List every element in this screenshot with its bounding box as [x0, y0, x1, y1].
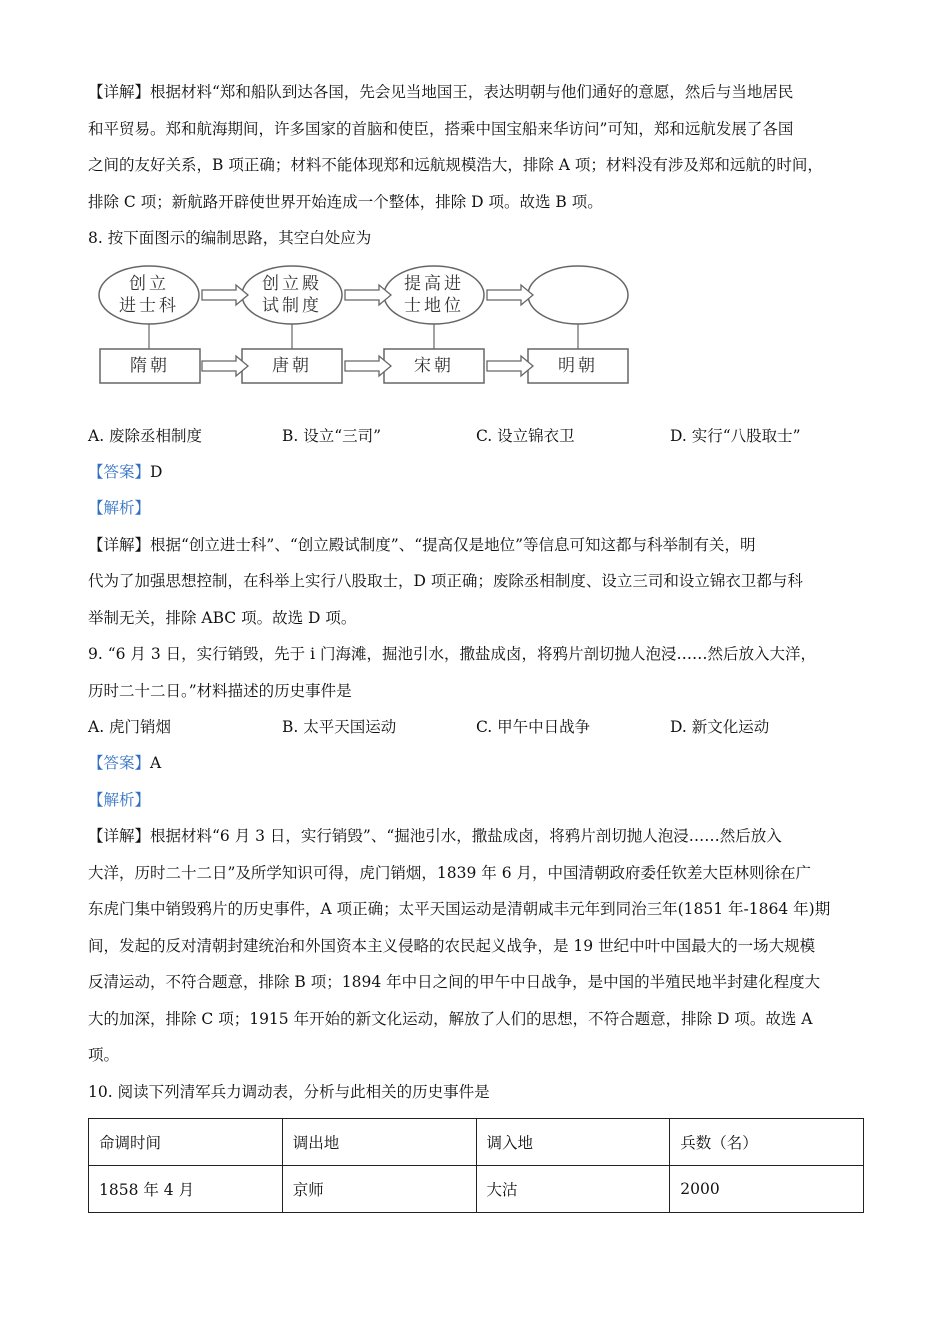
explanation-line: 【详解】根据“创立进士科”、“创立殿试制度”、“提高仅是地位”等信息可知这都与科举制有关，明	[88, 535, 756, 554]
option-c: C. 设立锦衣卫	[476, 426, 575, 445]
explanation-line: 东虎门集中销毁鸦片的历史事件，A 项正确；太平天国运动是清朝咸丰元年到同治三年(1851 年-1864 年)期	[88, 900, 831, 918]
q9-question-line: 9. “6 月 3 日，实行销毁，先于 i 门海滩，掘池引水，撒盐成卤，将鸦片剖切抛人泡浸……然后放入大洋，	[88, 645, 816, 663]
table-header-cell: 调出地	[282, 1119, 476, 1166]
q8-options	[88, 418, 864, 454]
answer-value: A	[150, 754, 162, 772]
box-1-label: 隋朝	[130, 355, 170, 376]
question-8	[88, 220, 864, 636]
option-b: B. 太平天国运动	[282, 718, 397, 736]
troop-table	[88, 1118, 864, 1213]
explanation-line: 项。	[88, 1046, 120, 1064]
document-page	[88, 74, 864, 1213]
option-d: D. 新文化运动	[670, 718, 770, 736]
explanation-line: 大的加深，排除 C 项；1915 年开始的新文化运动，解放了人们的思想，不符合题意，排除 D 项。故选 A	[88, 1009, 813, 1028]
table-header-cell: 调入地	[476, 1119, 670, 1166]
arrow-right-icon	[345, 285, 391, 305]
q8-flow-diagram	[98, 265, 658, 410]
oval-2-label: 创立殿 试制度	[262, 273, 322, 316]
answer-tag: 【答案】	[88, 462, 151, 481]
q9-analysis-tag: 【解析】	[88, 790, 151, 809]
answer-tag: 【答案】	[88, 754, 151, 772]
q9-answer	[88, 745, 864, 782]
explanation-line: 反清运动，不符合题意，排除 B 项；1894 年中日之间的甲午中日战争，是中国的半殖民地半封建化程度大	[88, 973, 821, 991]
explanation-line: 【详解】根据材料“郑和船队到达各国，先会见当地国王，表达明朝与他们通好的意愿，然后与当地居民	[88, 83, 794, 101]
box-3-label: 宋朝	[414, 355, 454, 376]
box-4-label: 明朝	[558, 355, 598, 376]
q8-question: 8. 按下面图示的编制思路，其空白处应为	[88, 229, 372, 247]
table-cell: 2000	[670, 1166, 864, 1213]
option-a: A. 虎门销烟	[88, 718, 172, 736]
oval-1-label: 创立 进士科	[119, 273, 179, 316]
q9-question-line: 历时二十二日。”材料描述的历史事件是	[88, 681, 352, 700]
explanation-line: 【详解】根据材料“6 月 3 日，实行销毁”、“掘池引水，撒盐成卤，将鸦片剖切抛人泡浸……然后放入	[88, 827, 782, 845]
q10-question: 10. 阅读下列清军兵力调动表，分析与此相关的历史事件是	[88, 1082, 490, 1101]
arrow-right-icon	[487, 356, 533, 376]
option-c: C. 甲午中日战争	[476, 718, 591, 736]
table-cell: 大沽	[476, 1166, 670, 1213]
question-9	[88, 636, 864, 1074]
table-header-row	[89, 1119, 864, 1166]
box-2-label: 唐朝	[272, 355, 312, 376]
explanation-line: 间，发起的反对清朝封建统治和外国资本主义侵略的农民起义战争，是 19 世纪中叶中国最大的一场大规模	[88, 936, 816, 955]
option-b: B. 设立“三司”	[282, 426, 382, 445]
table-header-cell: 命调时间	[89, 1119, 283, 1166]
q8-analysis-tag: 【解析】	[88, 499, 151, 517]
table-header-cell: 兵数（名）	[670, 1119, 864, 1166]
q9-options	[88, 709, 864, 745]
option-d: D. 实行“八股取士”	[670, 426, 801, 445]
option-a: A. 废除丞相制度	[88, 426, 203, 445]
arrow-right-icon	[202, 285, 248, 305]
oval-3-label: 提高进 士地位	[404, 273, 464, 316]
explanation-line: 大洋，历时二十二日”及所学知识可得，虎门销烟，1839 年 6 月，中国清朝政府委任钦差大臣林则徐在广	[88, 863, 812, 882]
arrow-right-icon	[487, 285, 533, 305]
explanation-line: 排除 C 项；新航路开辟使世界开始连成一个整体，排除 D 项。故选 B 项。	[88, 192, 603, 211]
answer-value: D	[150, 462, 163, 481]
explanation-line: 代为了加强思想控制，在科举上实行八股取士，D 项正确；废除丞相制度、设立三司和设立锦衣卫都与科	[88, 572, 803, 590]
table-cell: 1858 年 4 月	[89, 1166, 283, 1213]
oval-4-blank	[528, 266, 628, 324]
q8-answer	[88, 454, 864, 491]
explanation-line: 举制无关，排除 ABC 项。故选 D 项。	[88, 608, 357, 627]
explanation-line: 和平贸易。郑和航海期间，许多国家的首脑和使臣，搭乘中国宝船来华访问”可知，郑和远航发展了各国	[88, 119, 794, 138]
q7-explanation	[88, 74, 864, 220]
explanation-line: 之间的友好关系，B 项正确；材料不能体现郑和远航规模浩大，排除 A 项；材料没有涉及郑和远航的时间，	[88, 156, 823, 174]
table-cell: 京师	[282, 1166, 476, 1213]
table-row	[89, 1166, 864, 1213]
question-10	[88, 1074, 864, 1214]
